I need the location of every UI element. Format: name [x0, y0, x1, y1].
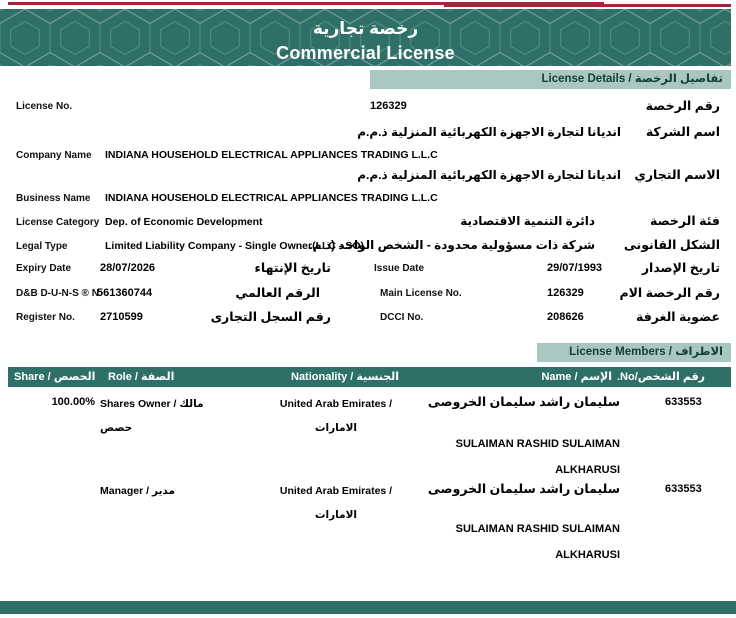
member-role: Shares Owner / مالك حصص [100, 398, 204, 434]
legal-type-label: Legal Type [16, 241, 68, 252]
legal-type-label-ar: الشكل القانونى [623, 238, 720, 252]
expiry-date-label-ar: تاريخ الإنتهاء [254, 261, 331, 275]
company-name-ar-value: انديانا لتجارة الاجهزة الكهربائية المنزلية ذ.م.م [357, 125, 621, 139]
issue-date-label-ar: تاريخ الإصدار [641, 261, 720, 275]
footer-band [0, 601, 736, 614]
license-no-label-ar: رقم الرخصة [645, 99, 720, 113]
members-header-no: رقم الشخص/No. [616, 371, 705, 383]
expiry-date-label: Expiry Date [16, 263, 72, 274]
member-no: 633553 [665, 483, 702, 495]
document-title-arabic: رخصة تجارية [312, 19, 419, 38]
business-name-label: Business Name [16, 193, 91, 204]
legal-type-value-ar: شركة ذات مسؤولية محدودة - الشخص الواحد (ذ.م. [309, 238, 595, 252]
member-nationality: United Arab Emirates / الامارات [279, 485, 393, 521]
document-title-english: Commercial License [276, 43, 455, 63]
license-category-value: Dep. of Economic Development [105, 216, 263, 228]
register-no-label-ar: رقم السجل التجارى [210, 310, 331, 324]
issue-date-value: 29/07/1993 [547, 262, 603, 274]
member-name-english-line2: ALKHARUSI [555, 549, 620, 561]
license-category-label: License Category [16, 217, 100, 228]
member-name-english-line1: SULAIMAN RASHID SULAIMAN [455, 438, 620, 450]
company-name-value: INDIANA HOUSEHOLD ELECTRICAL APPLIANCES TRADING L.L.C [105, 149, 438, 161]
member-name-arabic: سليمان راشد سليمان الخروصى [427, 395, 620, 409]
license-details-section-bar: License Details / تفاصيل الرخصة [370, 70, 731, 89]
member-name-arabic: سليمان راشد سليمان الخروصى [427, 482, 620, 496]
member-share: 100.00% [51, 396, 95, 408]
members-header-nationality: Nationality / الجنسية [291, 371, 400, 383]
license-category-value-ar: دائرة التنمية الاقتصادية [460, 214, 595, 228]
trade-name-ar-value: انديانا لتجارة الاجهزة الكهربائية المنزلية ذ.م.م [357, 168, 621, 182]
header-band [0, 9, 731, 66]
member-role: Manager / مدير [100, 485, 175, 497]
main-license-no-label: Main License No. [380, 288, 462, 299]
members-header-name: الإسم / Name [541, 371, 612, 383]
trade-name-ar-label: الاسم التجاري [634, 168, 720, 182]
members-header-share: Share / الحصص [14, 371, 96, 383]
main-license-no-label-ar: رقم الرخصة الام [619, 286, 720, 300]
license-no-label: License No. [16, 101, 73, 112]
business-name-value: INDIANA HOUSEHOLD ELECTRICAL APPLIANCES TRADING L.L.C [105, 192, 438, 204]
register-no-label: Register No. [16, 312, 75, 323]
dcci-no-label-ar: عضوية الغرفة [635, 310, 720, 324]
main-license-no-value: 126329 [547, 287, 584, 299]
issue-date-label: Issue Date [374, 263, 425, 274]
license-no-value: 126329 [370, 100, 407, 112]
members-table-header [8, 367, 731, 387]
dcci-no-value: 208626 [547, 311, 584, 323]
duns-label: D&B D-U-N-S ® N [16, 288, 99, 299]
duns-value: 561360744 [97, 287, 153, 299]
duns-label-ar: الرقم العالمي [235, 286, 320, 300]
license-members-section-bar: License Members / الاطراف [537, 343, 731, 362]
company-name-ar-label: اسم الشركة [645, 125, 720, 139]
member-name-english-line2: ALKHARUSI [555, 464, 620, 476]
member-name-english-line1: SULAIMAN RASHID SULAIMAN [455, 523, 620, 535]
member-no: 633553 [665, 396, 702, 408]
license-category-label-ar: فئة الرخصة [649, 214, 720, 228]
dcci-no-label: DCCI No. [380, 312, 424, 323]
top-accent-line-right [444, 4, 731, 7]
company-name-label: Company Name [16, 150, 92, 161]
member-nationality: United Arab Emirates / الامارات [279, 398, 393, 434]
legal-type-value: Limited Liability Company - Single Owner(LLC - SO) [105, 240, 365, 252]
members-header-role: Role / الصفة [108, 371, 175, 383]
register-no-value: 2710599 [100, 311, 143, 323]
expiry-date-value: 28/07/2026 [100, 262, 156, 274]
